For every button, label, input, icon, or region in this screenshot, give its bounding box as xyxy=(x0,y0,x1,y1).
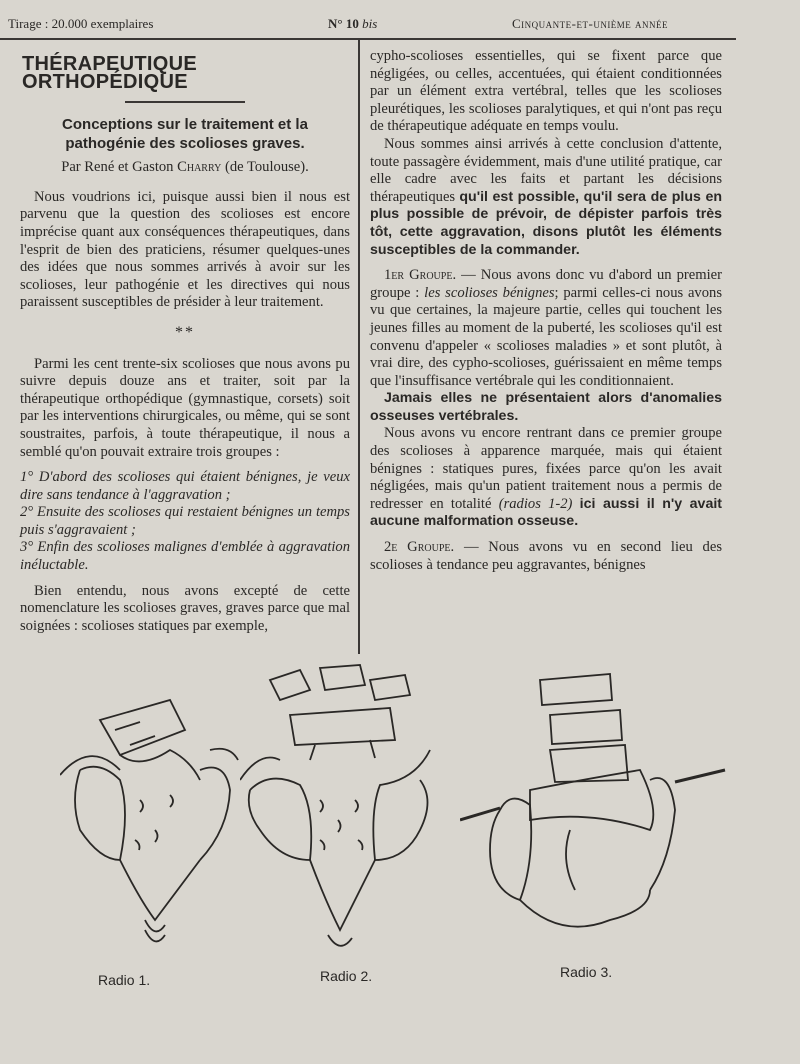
list-item: 1° D'abord des scolioses qui étaient bénignes, je veux dire sans tendance à l'aggravation ; xyxy=(20,469,350,503)
issue-number: N° 10 bis xyxy=(328,16,378,31)
running-header xyxy=(0,14,800,38)
paragraph: Parmi les cent trente-six scolioses que nous avons pu suivre depuis douze ans et traiter, soit par la thérapeutique orthopédique (gymnastique, corsets) soit par les interventions chirurgicales, ou même, qui se sont soustraites, parfois, à toute thérapeutique, il nous a semblé qu'on pouvait extraire trois groupes : xyxy=(20,355,350,460)
paragraph: Nous avons vu encore rentrant dans ce premier groupe des scolioses à apparence marquée, mais qui étaient bénignes : statiques pures, fixées parce qu'on les avait négligées, mais qu'un patient traitement nous a permis de redresser en totalité (radios 1-2) ici aussi il n'y avait aucune malformation osseuse. xyxy=(370,425,722,530)
byline: Par René et Gaston Charry (de Toulouse). xyxy=(61,159,309,176)
section-break: ** xyxy=(175,323,195,341)
volume-year: Cinquante-et-unième année xyxy=(512,16,669,31)
paragraph: cypho-scolioses essentielles, qui se fixent parce que négligées, ou celles, accentuées, qui étaient conditionnées par un élément extra vertébral, telles que les scolioses pleurétiques, les scolioses paralytiques, et qui n'ont pas reçu de thérapeutique adéquate en temps voulu. xyxy=(370,48,722,135)
paragraph: Jamais elles ne présentaient alors d'anomalies osseuses vertébrales. xyxy=(370,390,722,424)
paragraph: Nous sommes ainsi arrivés à cette conclusion d'attente, toute passagère évidemment, mais d'une utilité pratique, car elle cadre avec les faits et partant les décisions thérapeutiques qu'il est possible, qu'il sera de plus en plus possible de prévoir, de dépister parfois très tôt, cette aggravation, disons plutôt les éléments susceptibles de la commander. xyxy=(370,135,722,258)
title-rule xyxy=(125,101,245,103)
article-subtitle: Conceptions sur le traitement et la pathogénie des scolioses graves. xyxy=(62,116,308,153)
paragraph: 1er Groupe. — Nous avons donc vu d'abord un premier groupe : les scolioses bénignes; parmi celles-ci nous avons vu que certaines, la majeure partie, celles qui touchent les jeunes filles au moment de la puberté, les scolioses qu'il est convenu d'appeler « scolioses maladies » et sont plutôt, à vrai dire, des cypho-scolioses, guérissaient en même temps que l'insuffisance vertébrale qui les conditionnaient. xyxy=(370,267,722,389)
list-item: 3° Enfin des scolioses malignes d'emblée à aggravation inéluctable. xyxy=(20,539,350,574)
paragraph: 2e Groupe. — Nous avons vu en second lieu des scolioses à tendance peu aggravantes, bénignes xyxy=(370,539,722,573)
radio-2-drawing xyxy=(240,660,440,960)
column-rule xyxy=(358,40,360,654)
paragraph: Bien entendu, nous avons excepté de cette nomenclature les scolioses graves, graves parce que mal soignées : scolioses statiques par exemple, xyxy=(20,582,350,634)
radio-caption: Radio 2. xyxy=(320,968,373,984)
intro-paragraph: Nous voudrions ici, puisque aussi bien il nous est parvenu que la question des scolioses est encore imprécise quant aux conséquences thérapeutiques, dans l'esprit de bien des praticiens, résumer quelques-unes des idées que nous sommes arrivés à avoir sur les scolioses, leur pathogénie et les directives qui nous paraissent susceptibles de présider à leur traitement. xyxy=(20,188,350,311)
article-title: THÉRAPEUTIQUE ORTHOPÉDIQUE xyxy=(22,53,198,93)
group-list xyxy=(20,469,350,575)
right-column xyxy=(370,48,722,574)
list-item: 2° Ensuite des scolioses qui restaient bénignes un temps puis s'aggravaient ; xyxy=(20,504,350,538)
header-rule xyxy=(0,38,736,40)
radio-caption: Radio 1. xyxy=(98,972,151,988)
radio-3-drawing xyxy=(460,660,730,960)
print-run: Tirage : 20.000 exemplaires xyxy=(8,16,154,31)
radio-caption: Radio 3. xyxy=(560,964,613,980)
radio-1-drawing xyxy=(60,660,240,960)
left-column xyxy=(20,48,350,635)
